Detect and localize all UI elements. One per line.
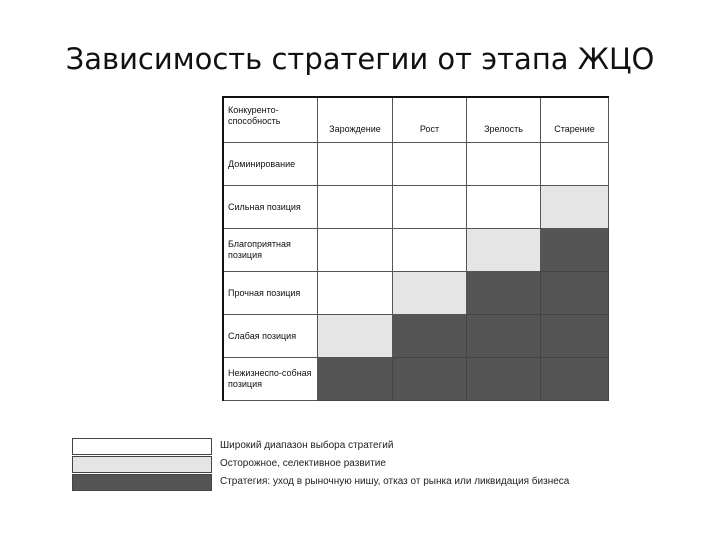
matrix-cell: [467, 143, 541, 186]
stage-header-label: Зрелость: [484, 124, 523, 134]
stage-header-label: Зарождение: [329, 124, 381, 134]
row-label-text: Слабая позиция: [228, 330, 297, 341]
row-label-text: Сильная позиция: [228, 201, 301, 212]
legend-text: Стратегия: уход в рыночную нишу, отказ от рынка или ликвидация бизнеса: [220, 476, 570, 487]
corner-header-label: Конкуренто- способность: [228, 105, 281, 126]
legend-text: Широкий диапазон выбора стратегий: [220, 440, 394, 451]
legend: [72, 437, 612, 491]
legend-swatch: [72, 474, 212, 491]
stage-header-label: Рост: [419, 124, 440, 134]
matrix-cell: [318, 143, 393, 186]
strategy-matrix: [222, 96, 609, 401]
row-label-6: [224, 358, 318, 401]
row-label-text: Доминирование: [228, 158, 296, 169]
matrix-cell: [393, 358, 467, 401]
matrix-cell: [318, 186, 393, 229]
matrix-cell: [541, 143, 609, 186]
matrix-cell: [467, 229, 541, 272]
matrix-cell: [318, 315, 393, 358]
matrix-cell: [541, 272, 609, 315]
row-label-text: Прочная позиция: [228, 287, 301, 298]
row-label-3: [224, 229, 318, 272]
matrix-cell: [467, 272, 541, 315]
row-label-1: [224, 143, 318, 186]
stage-header-3: [467, 98, 541, 143]
matrix-cell: [393, 229, 467, 272]
row-label-text: Благоприятная позиция: [228, 239, 291, 260]
legend-item: [72, 437, 612, 455]
matrix-cell: [467, 358, 541, 401]
row-label-text: Нежизнеспо-собная позиция: [228, 368, 312, 389]
matrix-cell: [318, 229, 393, 272]
matrix-cell: [318, 272, 393, 315]
legend-swatch: [72, 456, 212, 473]
legend-item: [72, 473, 612, 491]
matrix-cell: [541, 358, 609, 401]
matrix-cell: [467, 186, 541, 229]
slide-title: Зависимость стратегии от этапа ЖЦО: [65, 42, 655, 76]
matrix-cell: [467, 315, 541, 358]
legend-text: Осторожное, селективное развитие: [220, 458, 386, 469]
legend-swatch: [72, 438, 212, 455]
corner-header: [224, 98, 318, 143]
matrix-cell: [318, 358, 393, 401]
row-label-5: [224, 315, 318, 358]
matrix-cell: [393, 143, 467, 186]
matrix-cell: [541, 229, 609, 272]
stage-header-4: [541, 98, 609, 143]
row-label-4: [224, 272, 318, 315]
matrix-cell: [393, 315, 467, 358]
matrix-cell: [393, 272, 467, 315]
matrix-cell: [393, 186, 467, 229]
stage-header-1: [318, 98, 393, 143]
legend-item: [72, 455, 612, 473]
stage-header-label: Старение: [554, 124, 595, 134]
row-label-2: [224, 186, 318, 229]
matrix-cell: [541, 315, 609, 358]
stage-header-2: [393, 98, 467, 143]
matrix-cell: [541, 186, 609, 229]
